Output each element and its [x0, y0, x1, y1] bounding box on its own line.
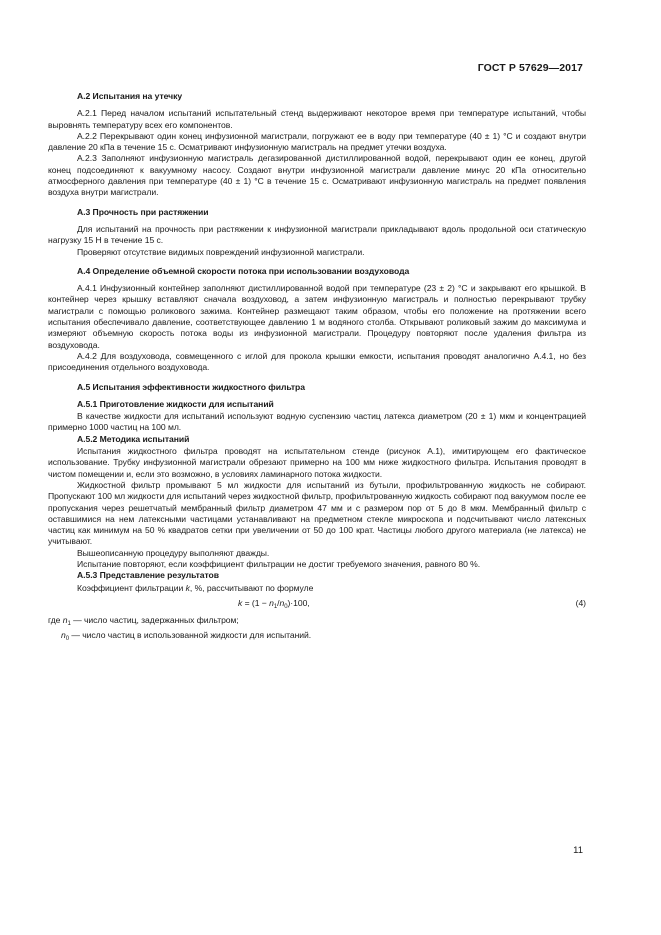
legend-line-n0: [48, 630, 586, 645]
formula-part: )·100,: [287, 597, 310, 608]
section-title-a4: А.4 Определение объемной скорости потока при использовании воздуховода: [77, 265, 410, 276]
document-header: ГОСТ Р 57629—2017: [477, 62, 583, 74]
paragraph-a5-2-4: Испытание повторяют, если коэффициент фильтрации не достиг требуемого значения, равного 80 %.: [77, 558, 481, 569]
subsection-title-a5-3: А.5.3 Представление результатов: [77, 570, 219, 581]
text-run: , %, рассчитывают по формуле: [189, 582, 314, 593]
paragraph-a5-3-1: [48, 583, 586, 594]
paragraph-a5-2-3: Вышеописанную процедуру выполняют дважды.: [77, 547, 270, 558]
formula-part: /: [277, 597, 280, 608]
paragraph-a4-2: А.4.2 Для воздуховода, совмещенного с иглой для прокола крышки емкости, испытания проводят аналогично А.4.1, но без присоединения отдельного воздуховода.: [48, 350, 586, 373]
paragraph-a4-1: А.4.1 Инфузионный контейнер заполняют дистиллированной водой при температуре (23 ± 2) °С и закрывают его крышкой. В контейнер через крышку вставляют сначала воздуховод, а затем инфузионную магистраль и полностью перекрывают трубку магистрали с помощью роликового зажима. Контейнер размещают таким образом, чтобы его положение на протяжении всего испытания обеспечивало давление, соответствующее давлению 1 м водяного столба. Открывают роликовый зажим до максимума и измеряют объемную скорость потока воды из инфузионной магистрали. Процедуру повторяют после удаления фильтра из воздуховода.: [48, 283, 586, 350]
page-number: 11: [573, 845, 583, 856]
formula-sub-0: 0: [284, 603, 288, 610]
legend-line-n1: [48, 615, 586, 630]
legend-var-n0: n: [61, 630, 66, 641]
paragraph-a5-2-2: Жидкостной фильтр промывают 5 мл жидкости для испытаний из бутыли, профильтрованную жидкость не собирают. Пропускают 100 мл жидкости для испытаний через жидкостной фильтр, профильтрованную жидкость собирают под вакуумом после ее пропускания через решетчатый мембранный фильтр диаметром 47 мм и с размером пор от 5 до 8 мкм. Мембранный фильтр с оставшимися на нем латексными частицами устанавливают на предметном стекле микроскопа и подсчитывают число латексных частиц как минимум на 50 % квадратов сетки при увеличении от 50 до 100 крат. Частицы любого другого материала (не латекса) не учитывают.: [48, 479, 586, 547]
section-title-a2: А.2 Испытания на утечку: [77, 91, 183, 101]
paragraph-a2-2: А.2.2 Перекрывают один конец инфузионной магистрали, погружают ее в воду при температуре (40 ± 1) °С и создают внутри давление 20 кПа в течение 15 с. Осматривают инфузионную магистраль на предмет утечки воздуха.: [48, 130, 586, 153]
subsection-title-a5-1: А.5.1 Приготовление жидкости для испытаний: [77, 398, 274, 409]
legend-var-n1: n: [62, 614, 68, 625]
paragraph-a2-1: А.2.1 Перед началом испытаний испытательный стенд выдерживают некоторое время при температуре испытаний, чтобы выровнять температуру всех его компонентов.: [48, 108, 586, 130]
text-run: — число частиц в использованной жидкости для испытаний.: [69, 630, 312, 641]
paragraph-a3-2: Проверяют отсутствие видимых повреждений инфузионной магистрали.: [77, 246, 365, 257]
formula-var-n1: n: [269, 597, 274, 608]
legend-sub-1: 1: [67, 620, 71, 627]
section-title-a3: А.3 Прочность при растяжении: [77, 206, 209, 217]
formula-legend: [48, 615, 586, 646]
section-title-a5: А.5 Испытания эффективности жидкостного фильтра: [77, 381, 305, 392]
text-run: — число частиц, задержанных фильтром;: [70, 614, 239, 625]
formula-4: [48, 598, 586, 612]
text-run: Коэффициент фильтрации: [77, 582, 186, 593]
formula-var-k: k: [238, 597, 243, 608]
legend-sub-0: 0: [65, 636, 70, 643]
text-run: где: [48, 614, 63, 625]
paragraph-a5-2-1: Испытания жидкостного фильтра проводят на испытательном стенде (рисунок А.1), имитирующем его фактическое использование. Трубку инфузионной магистрали обрезают примерно на 100 мм ниже жидкостного фильтра. Испытания проводят в чистом помещении и, если это возможно, в условиях ламинарного потока жидкости.: [48, 446, 586, 479]
document-body: [48, 91, 586, 645]
variable-k: k: [185, 582, 190, 593]
formula-var-n0: n: [279, 597, 285, 608]
formula-expression: [238, 598, 310, 613]
paragraph-a2-3: А.2.3 Заполняют инфузионную магистраль дегазированной дистиллированной водой, перекрывают один ее конец, другой конец подсоединяют к вакуумному насосу. Создают внутри инфузионной магистрали давление минус 20 кПа относительно атмосферного давления при температуре (40 ± 1) °С в течение 15 с. Осматривают инфузионную магистраль на предмет появления воздуха внутри магистрали.: [48, 153, 586, 198]
paragraph-a3-1: Для испытаний на прочность при растяжении к инфузионной магистрали прикладывают вдоль продольной оси статическую нагрузку 15 Н в течение 15 с.: [48, 223, 586, 246]
formula-part: = (1 −: [242, 597, 270, 608]
formula-sub-1: 1: [273, 603, 278, 610]
formula-number: (4): [575, 597, 586, 608]
subsection-title-a5-2: А.5.2 Методика испытаний: [77, 433, 190, 444]
paragraph-a5-1: В качестве жидкости для испытаний используют водную суспензию частиц латекса диаметром (20 ± 1) мкм и концентрацией примерно 1000 частиц на 100 мл.: [48, 411, 586, 433]
